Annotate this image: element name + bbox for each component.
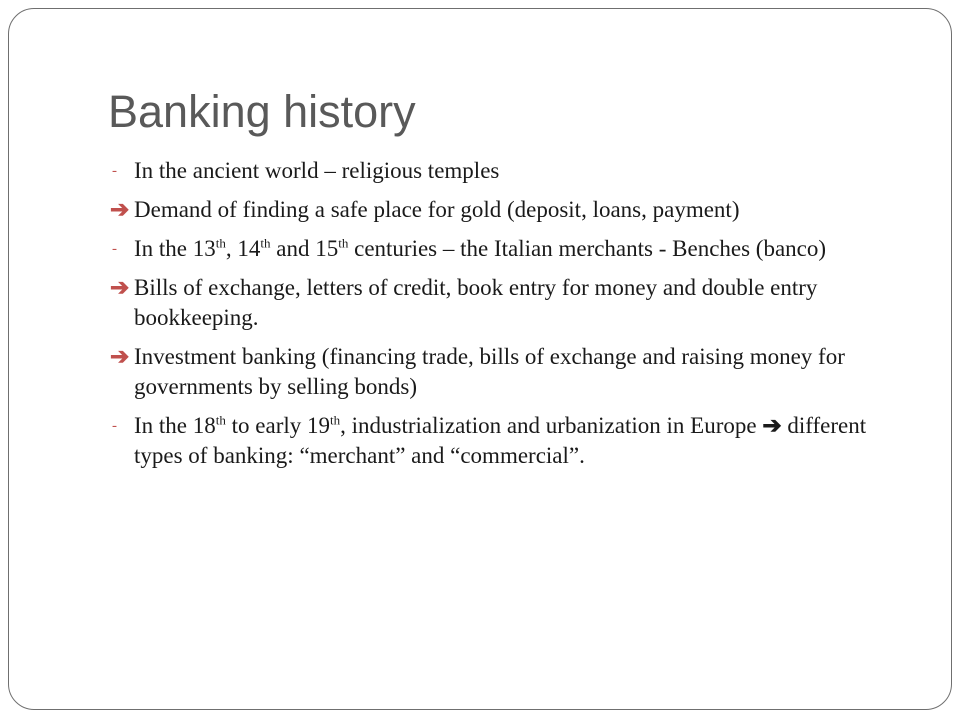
arrow-bullet-icon: ➔ xyxy=(110,344,130,369)
dash-bullet-icon: - xyxy=(112,241,117,257)
bullet-text-part: and 15 xyxy=(270,236,339,261)
bullet-text-part: to early 19 xyxy=(225,413,330,438)
superscript: th xyxy=(330,412,341,428)
inline-arrow-icon: ➔ xyxy=(762,413,782,438)
bullet-text: Bills of exchange, letters of credit, book entry for money and double entry bookkeeping. xyxy=(134,275,818,330)
slide-title: Banking history xyxy=(108,86,416,137)
bullet-item-industrialization xyxy=(110,411,890,471)
bullet-text: Investment banking (financing trade, bills of exchange and raising money for governments by selling bonds) xyxy=(134,344,845,399)
arrow-bullet-icon: ➔ xyxy=(110,275,130,300)
arrow-bullet-icon: ➔ xyxy=(110,197,130,222)
bullet-text: In the ancient world – religious temples xyxy=(134,158,500,183)
dash-bullet-icon: - xyxy=(112,163,117,179)
superscript: th xyxy=(338,235,349,251)
bullet-item-bills-of-exchange xyxy=(110,273,890,333)
bullet-item-ancient-world xyxy=(110,156,890,186)
bullet-list xyxy=(110,156,890,480)
bullet-text-part: , 14 xyxy=(225,236,261,261)
bullet-text-part: In the 18 xyxy=(134,413,216,438)
superscript: th xyxy=(215,412,226,428)
bullet-item-italian-merchants xyxy=(110,234,890,264)
bullet-item-demand-gold xyxy=(110,195,890,225)
bullet-text-part: In the 13 xyxy=(134,236,216,261)
dash-bullet-icon: - xyxy=(112,418,117,434)
bullet-text-part: , industrialization and urbanization in Europe xyxy=(340,413,763,438)
bullet-text: Demand of finding a safe place for gold (deposit, loans, payment) xyxy=(134,197,740,222)
superscript: th xyxy=(260,235,271,251)
bullet-text-part: different types of banking: “merchant” and “commercial”. xyxy=(134,413,867,468)
superscript: th xyxy=(215,235,226,251)
bullet-item-investment-banking xyxy=(110,342,890,402)
bullet-text-part: centuries – the Italian merchants - Benches (banco) xyxy=(348,236,827,261)
